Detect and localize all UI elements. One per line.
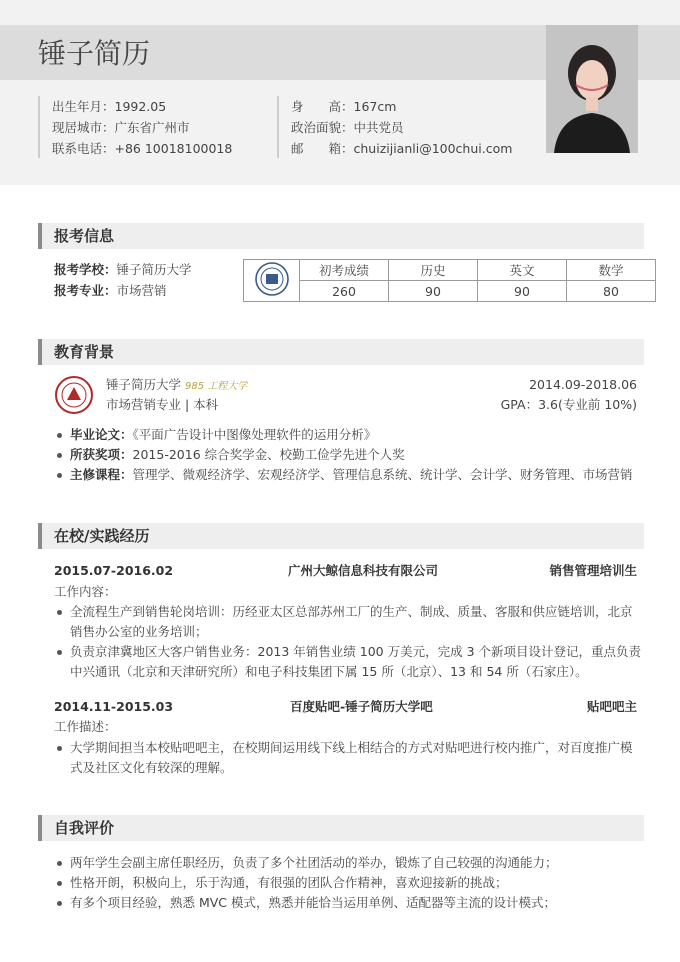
self-eval-item: 性格开朗，积极向上，乐于沟通，有很强的团队合作精神，喜欢迎接新的挑战； — [54, 873, 558, 893]
job2-role: 贴吧吧主 — [586, 699, 637, 714]
phone-number: 联系电话：+86 10018100018 — [52, 141, 233, 156]
section-self-eval — [38, 815, 644, 841]
thesis-value: 《平面广告设计中图像处理软件的运用分析》 — [132, 427, 377, 442]
university-seal-cell — [244, 260, 300, 302]
edu-courses — [54, 465, 633, 485]
school-tag: 985 工程大学 — [185, 381, 248, 392]
thesis-label: 毕业论文： — [70, 427, 133, 442]
edu-major: 市场营销专业 | 本科 — [106, 397, 219, 412]
job1-bullet: 负责京津冀地区大客户销售业务：2013 年销售业绩 100 万美元，完成 3 个新项目设计登记，重点负责中兴通讯（北京和天津研究所）和电子科技集团下属 15 所（北京）、13 和 54 所（石家庄）。 — [54, 642, 644, 682]
score-value: 90 — [478, 281, 567, 302]
job1-org: 广州大鲸信息科技有限公司 — [288, 563, 439, 578]
exam-school — [54, 260, 192, 280]
exam-school-label: 报考学校： — [54, 262, 117, 277]
section-accent — [38, 523, 42, 549]
score-table-wrapper — [243, 259, 656, 302]
university-seal-icon — [251, 261, 293, 297]
self-eval-item: 两年学生会副主席任职经历，负责了多个社团活动的举办，锻炼了自己较强的沟通能力； — [54, 853, 558, 873]
section-title: 报考信息 — [54, 227, 115, 245]
section-title: 自我评价 — [54, 819, 115, 837]
political-status: 政治面貌：中共党员 — [291, 120, 404, 135]
self-eval-item: 有多个项目经验，熟悉 MVC 模式，熟悉并能恰当运用单例、适配器等主流的设计模式； — [54, 893, 558, 913]
edu-school-line — [106, 375, 247, 397]
section-title: 在校/实践经历 — [54, 527, 150, 545]
edu-gpa: GPA：3.6(专业前 10%) — [500, 397, 637, 412]
awards-label: 所获奖项： — [70, 447, 133, 462]
email-address: 邮 箱：chuizijianli@100chui.com — [291, 141, 513, 156]
info-divider-left — [38, 96, 40, 158]
courses-value: 管理学、微观经济学、宏观经济学、管理信息系统、统计学、会计学、财务管理、市场营销 — [132, 467, 633, 482]
score-value: 90 — [389, 281, 478, 302]
resume-name: 锤子简历 — [38, 37, 151, 70]
section-accent — [38, 815, 42, 841]
self-eval-list — [54, 853, 558, 913]
job1-bullet: 全流程生产到销售轮岗培训：历经亚太区总部苏州工厂的生产、制成、质量、客服和供应链培训，北京销售办公室的业务培训； — [54, 602, 644, 642]
section-education — [38, 339, 644, 365]
edu-dates: 2014.09-2018.06 — [529, 377, 637, 392]
edu-thesis — [54, 425, 633, 445]
section-experience — [38, 523, 644, 549]
score-header: 初考成绩 — [300, 260, 389, 281]
section-exam — [38, 223, 644, 249]
job2-intro: 工作描述： — [54, 719, 117, 734]
height: 身 高：167cm — [291, 99, 397, 114]
section-accent — [38, 339, 42, 365]
job2-bullet: 大学期间担当本校贴吧吧主，在校期间运用线下线上相结合的方式对贴吧进行校内推广，对百度推广模式及社区文化有较深的理解。 — [54, 738, 644, 778]
courses-label: 主修课程： — [70, 467, 133, 482]
score-value: 80 — [567, 281, 656, 302]
basic-info-left — [52, 96, 232, 159]
exam-major-value: 市场营销 — [116, 283, 167, 298]
job2-org: 百度贴吧-锤子简历大学吧 — [290, 699, 433, 714]
job1-dates: 2015.07-2016.02 — [54, 563, 174, 578]
exam-school-value: 锤子简历大学 — [116, 262, 192, 277]
awards-value: 2015-2016 综合奖学金、校勤工俭学先进个人奖 — [132, 447, 405, 462]
score-header: 历史 — [389, 260, 478, 281]
job1-list — [54, 602, 644, 682]
job1-intro: 工作内容： — [54, 584, 117, 599]
job2-dates: 2014.11-2015.03 — [54, 699, 174, 714]
score-header: 英文 — [478, 260, 567, 281]
edu-details — [54, 425, 633, 485]
school-logo-icon — [54, 375, 94, 415]
exam-major — [54, 281, 167, 301]
profile-photo — [546, 25, 638, 153]
job2-list — [54, 738, 644, 778]
info-divider-right — [277, 96, 279, 158]
exam-major-label: 报考专业： — [54, 283, 117, 298]
section-accent — [38, 223, 42, 249]
current-city: 现居城市：广东省广州市 — [52, 120, 190, 135]
basic-info-right — [291, 96, 512, 159]
school-logo — [54, 375, 94, 419]
edu-awards — [54, 445, 633, 465]
score-value: 260 — [300, 281, 389, 302]
score-header: 数学 — [567, 260, 656, 281]
section-title: 教育背景 — [54, 343, 115, 361]
job1-role: 销售管理培训生 — [549, 563, 637, 578]
edu-school: 锤子简历大学 — [106, 377, 182, 392]
score-table — [243, 259, 656, 302]
birth-date: 出生年月：1992.05 — [52, 99, 167, 114]
